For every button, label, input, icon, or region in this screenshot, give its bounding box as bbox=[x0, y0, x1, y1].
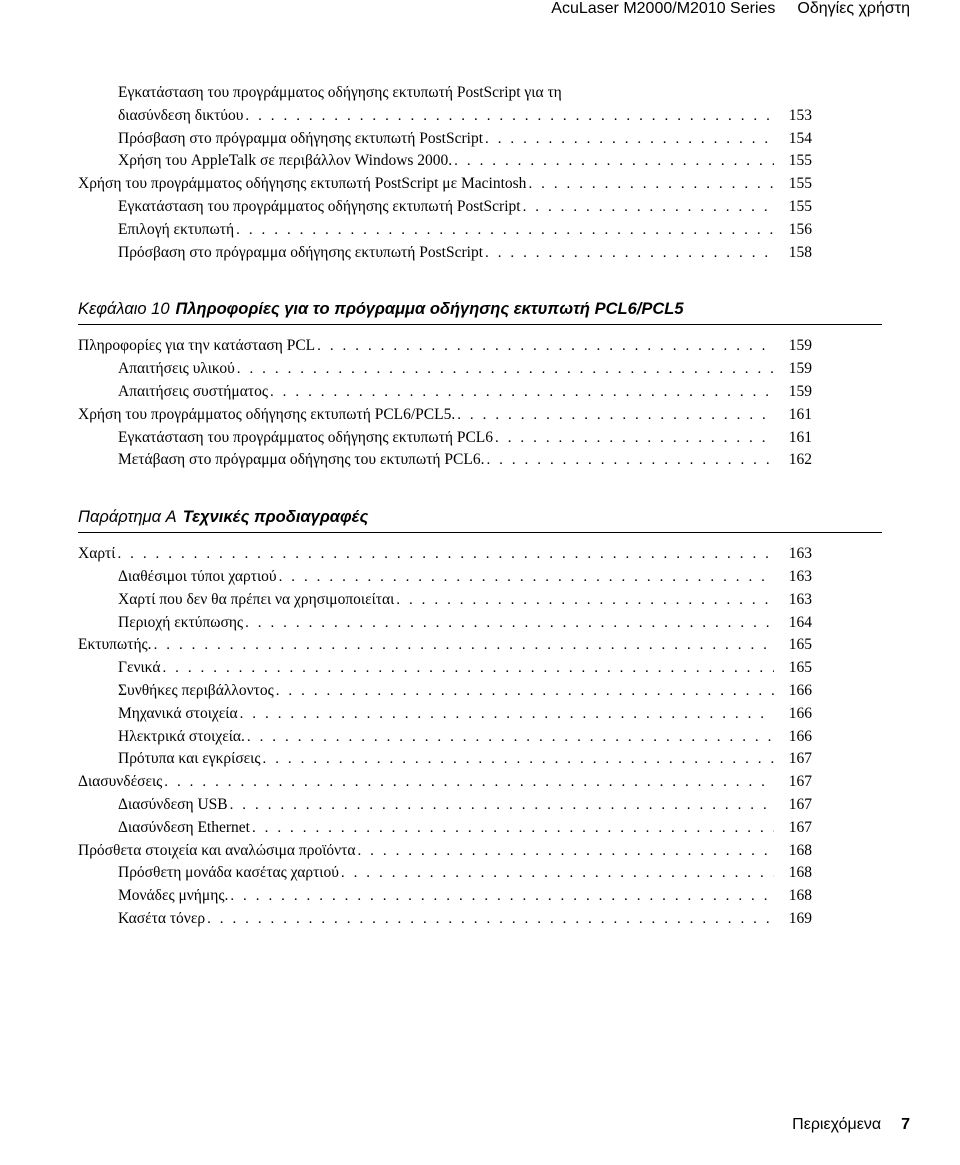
toc-entry-title: Χρήση του AppleTalk σε περιβάλλον Windows 2000. bbox=[118, 152, 453, 170]
toc-page: 159 bbox=[788, 360, 812, 378]
toc-entry[interactable] bbox=[78, 885, 812, 908]
toc-page: 154 bbox=[788, 129, 812, 147]
toc-entry-title: Περιοχή εκτύπωσης bbox=[118, 613, 244, 631]
chapter-heading[interactable] bbox=[78, 298, 882, 325]
toc-leader bbox=[247, 726, 774, 749]
appendix-label: Παράρτημα A bbox=[78, 508, 177, 527]
appendix-title: Τεχνικές προδιαγραφές bbox=[182, 508, 369, 527]
toc-page: 161 bbox=[788, 428, 812, 446]
toc-page: 156 bbox=[788, 220, 812, 238]
toc-entry-title: Χαρτί που δεν θα πρέπει να χρησιμοποιείται bbox=[118, 590, 395, 608]
toc-entry-title: Χαρτί bbox=[78, 545, 116, 563]
toc-page: 161 bbox=[788, 405, 812, 423]
toc-page: 167 bbox=[788, 773, 812, 791]
toc-entry-title: Εκτυπωτής. bbox=[78, 636, 152, 654]
toc-page: 164 bbox=[788, 613, 812, 631]
toc-entry-title: Γενικά bbox=[118, 659, 161, 677]
toc-page: 159 bbox=[788, 337, 812, 355]
toc-entry[interactable] bbox=[78, 381, 812, 404]
toc-entry[interactable] bbox=[78, 840, 812, 863]
toc-leader bbox=[341, 862, 774, 885]
toc-entry-title: Ηλεκτρικά στοιχεία. bbox=[118, 727, 245, 745]
product-name: AcuLaser M2000/M2010 Series bbox=[551, 0, 776, 17]
toc-page: 163 bbox=[788, 567, 812, 585]
toc-entry[interactable] bbox=[78, 612, 812, 635]
toc-entry-title: Χρήση του προγράμματος οδήγησης εκτυπωτή PostScript με Macintosh bbox=[78, 175, 527, 193]
toc-leader bbox=[245, 612, 774, 635]
toc-leader bbox=[486, 449, 774, 472]
toc-leader bbox=[317, 335, 774, 358]
toc-leader bbox=[495, 427, 774, 450]
toc-entry[interactable] bbox=[78, 680, 812, 703]
guide-title: Οδηγίες χρήστη bbox=[797, 0, 910, 17]
toc-entry[interactable] bbox=[78, 634, 812, 657]
toc-leader bbox=[164, 771, 774, 794]
toc-entry[interactable] bbox=[78, 771, 812, 794]
toc-entry[interactable] bbox=[78, 703, 812, 726]
toc-entry[interactable] bbox=[78, 196, 812, 219]
toc-entry[interactable] bbox=[78, 242, 812, 265]
toc-entry[interactable] bbox=[78, 817, 812, 840]
toc-page: 168 bbox=[788, 864, 812, 882]
toc-entry[interactable] bbox=[78, 657, 812, 680]
toc-entry-title: Συνθήκες περιβάλλοντος bbox=[118, 681, 274, 699]
toc-leader bbox=[207, 908, 774, 931]
toc-leader bbox=[117, 543, 774, 566]
toc-page: 165 bbox=[788, 636, 812, 654]
toc-page: 159 bbox=[788, 382, 812, 400]
toc-entry-title: Επιλογή εκτυπωτή bbox=[118, 220, 235, 238]
toc-entry[interactable] bbox=[78, 404, 812, 427]
page-footer bbox=[792, 1115, 910, 1135]
toc-entry-title: Διασυνδέσεις bbox=[78, 773, 163, 791]
toc-leader bbox=[237, 358, 774, 381]
toc-entry[interactable] bbox=[78, 335, 812, 358]
toc-page: 163 bbox=[788, 545, 812, 563]
toc-leader bbox=[263, 748, 775, 771]
page-header bbox=[551, 0, 910, 18]
toc-page: 167 bbox=[788, 818, 812, 836]
toc-leader bbox=[523, 196, 774, 219]
toc-page: 166 bbox=[788, 681, 812, 699]
toc-entry-title: Πρότυπα και εγκρίσεις bbox=[118, 750, 261, 768]
toc-leader bbox=[357, 840, 774, 863]
toc-leader bbox=[485, 128, 774, 151]
footer-page-number: 7 bbox=[901, 1116, 910, 1133]
toc-entry-title: Μηχανικά στοιχεία bbox=[118, 704, 238, 722]
toc-page: 167 bbox=[788, 795, 812, 813]
toc-entry-title: Εγκατάσταση του προγράμματος οδήγησης εκτυπωτή PCL6 bbox=[118, 428, 494, 446]
toc-entry-title: Πληροφορίες για την κατάσταση PCL bbox=[78, 337, 316, 355]
toc-entry[interactable] bbox=[78, 543, 812, 566]
toc-entry[interactable] bbox=[78, 726, 812, 749]
appendix-heading[interactable] bbox=[78, 506, 882, 533]
toc-entry-title: Απαιτήσεις συστήματος bbox=[118, 382, 268, 400]
toc-page: 166 bbox=[788, 704, 812, 722]
toc-entry-title: Εγκατάσταση του προγράμματος οδήγησης εκτυπωτή PostScript bbox=[118, 197, 521, 215]
toc-leader bbox=[252, 817, 774, 840]
toc-entry[interactable] bbox=[78, 219, 812, 242]
chapter-title: Πληροφορίες για το πρόγραμμα οδήγησης εκτυπωτή PCL6/PCL5 bbox=[175, 300, 684, 319]
toc-entry[interactable] bbox=[78, 589, 812, 612]
toc-page: 153 bbox=[788, 106, 812, 124]
toc-leader bbox=[162, 657, 774, 680]
toc-entry[interactable] bbox=[78, 105, 812, 128]
toc-entry[interactable] bbox=[78, 908, 812, 931]
toc-entry[interactable] bbox=[78, 862, 812, 885]
toc-entry-wrap[interactable] bbox=[78, 82, 812, 105]
toc-entry-title: διασύνδεση δικτύου bbox=[118, 106, 244, 124]
toc-leader bbox=[396, 589, 774, 612]
toc-page: 155 bbox=[788, 175, 812, 193]
table-of-contents bbox=[78, 82, 812, 931]
toc-entry-title: Μονάδες μνήμης. bbox=[118, 887, 229, 905]
toc-entry[interactable] bbox=[78, 566, 812, 589]
toc-entry-title: Διαθέσιμοι τύποι χαρτιού bbox=[118, 567, 277, 585]
toc-entry-title: Πρόσθετη μονάδα κασέτας χαρτιού bbox=[118, 864, 339, 882]
toc-page: 169 bbox=[788, 909, 812, 927]
toc-entry-title: Πρόσθετα στοιχεία και αναλώσιμα προϊόντα bbox=[78, 841, 356, 859]
toc-entry[interactable] bbox=[78, 794, 812, 817]
toc-entry[interactable] bbox=[78, 427, 812, 450]
toc-leader bbox=[276, 680, 774, 703]
toc-page: 168 bbox=[788, 841, 812, 859]
toc-entry-title: Διασύνδεση USB bbox=[118, 795, 228, 813]
toc-leader bbox=[528, 173, 774, 196]
toc-page: 162 bbox=[788, 451, 812, 469]
toc-entry[interactable] bbox=[78, 358, 812, 381]
toc-entry-title: Χρήση του προγράμματος οδήγησης εκτυπωτή PCL6/PCL5. bbox=[78, 405, 456, 423]
toc-leader bbox=[485, 242, 774, 265]
toc-page: 155 bbox=[788, 197, 812, 215]
toc-entry-title: Πρόσβαση στο πρόγραμμα οδήγησης εκτυπωτή PostScript bbox=[118, 129, 483, 147]
toc-leader bbox=[236, 219, 774, 242]
toc-leader bbox=[230, 794, 774, 817]
toc-leader bbox=[279, 566, 774, 589]
toc-page: 168 bbox=[788, 887, 812, 905]
toc-entry[interactable] bbox=[78, 128, 812, 151]
toc-page: 155 bbox=[788, 152, 812, 170]
toc-entry[interactable] bbox=[78, 449, 812, 472]
toc-entry-title: Μετάβαση στο πρόγραμμα οδήγησης του εκτυπωτή PCL6. bbox=[118, 451, 485, 469]
toc-entry[interactable] bbox=[78, 150, 812, 173]
toc-leader bbox=[240, 703, 774, 726]
toc-entry-title: Εγκατάσταση του προγράμματος οδήγησης εκτυπωτή PostScript για τη bbox=[118, 84, 562, 101]
toc-entry-title: Κασέτα τόνερ bbox=[118, 909, 206, 927]
chapter-label: Κεφάλαιο 10 bbox=[78, 300, 170, 319]
footer-section: Περιεχόμενα bbox=[792, 1116, 882, 1133]
toc-page: 167 bbox=[788, 750, 812, 768]
toc-entry-title: Πρόσβαση στο πρόγραμμα οδήγησης εκτυπωτή PostScript bbox=[118, 243, 483, 261]
toc-leader bbox=[457, 404, 774, 427]
toc-page: 166 bbox=[788, 727, 812, 745]
toc-leader bbox=[245, 105, 774, 128]
toc-page: 158 bbox=[788, 243, 812, 261]
toc-leader bbox=[230, 885, 774, 908]
toc-entry-title: Διασύνδεση Ethernet bbox=[118, 818, 250, 836]
toc-leader bbox=[270, 381, 774, 404]
toc-entry-title: Απαιτήσεις υλικού bbox=[118, 360, 235, 378]
toc-leader bbox=[154, 634, 774, 657]
toc-entry[interactable] bbox=[78, 748, 812, 771]
toc-entry[interactable] bbox=[78, 173, 812, 196]
toc-leader bbox=[454, 150, 774, 173]
toc-page: 165 bbox=[788, 659, 812, 677]
toc-page: 163 bbox=[788, 590, 812, 608]
